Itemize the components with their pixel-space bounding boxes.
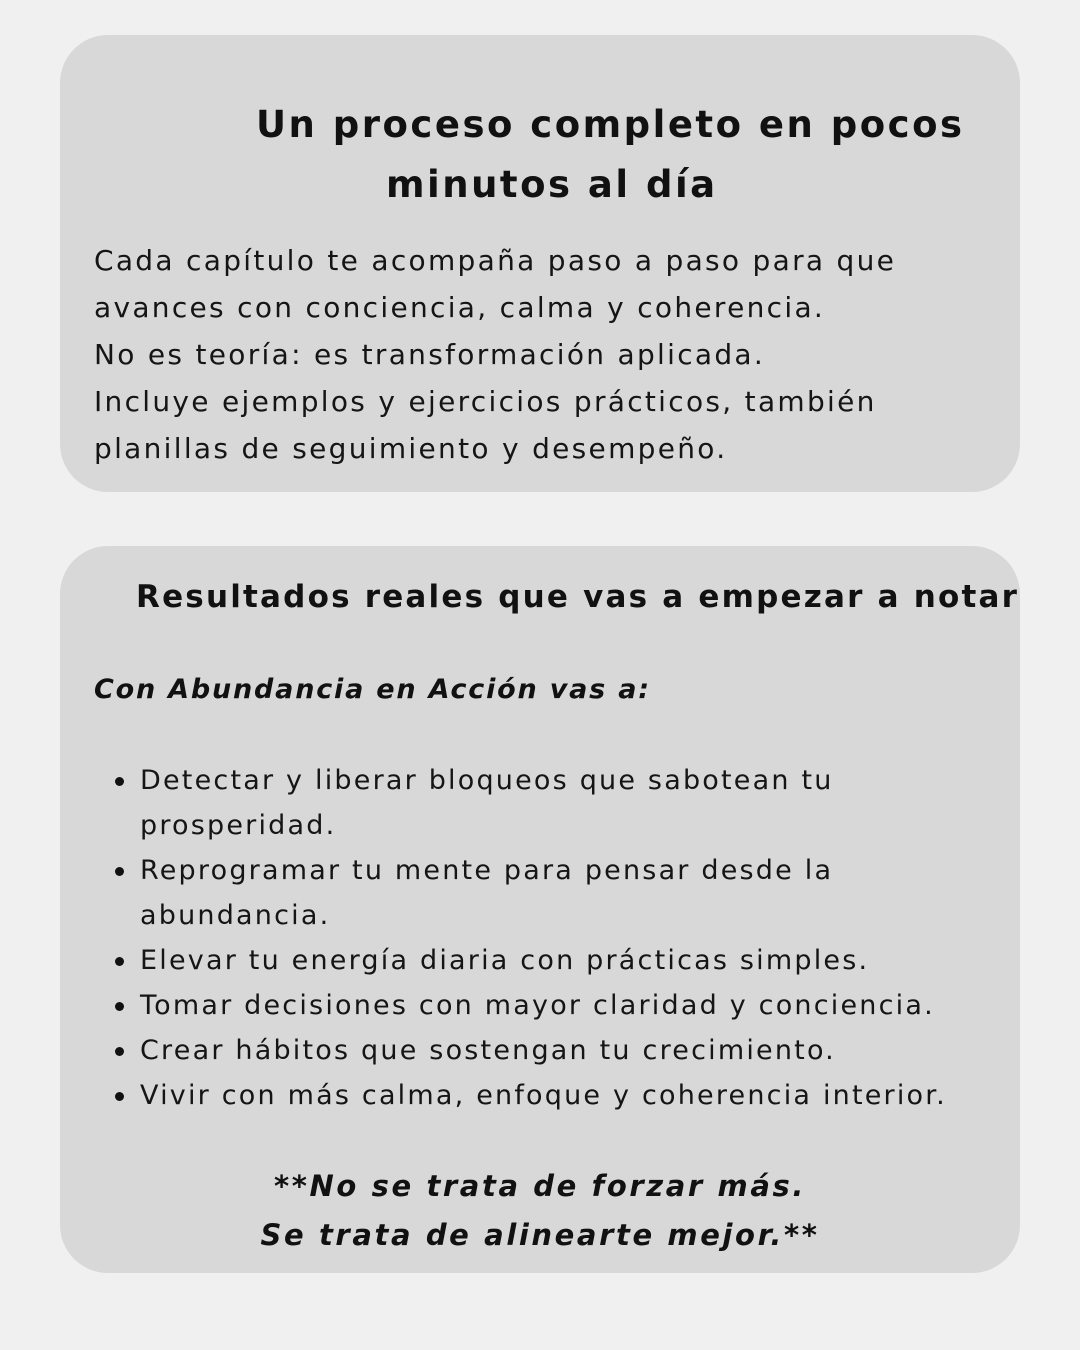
list-item: [140, 1028, 1000, 1073]
process-card: [60, 35, 1020, 492]
process-description-line: planillas de seguimiento y desempeño.: [94, 432, 728, 465]
process-description-line: Incluye ejemplos y ejercicios prácticos, también: [94, 385, 877, 418]
list-item-text: Detectar y liberar bloqueos que sabotean tu: [140, 765, 834, 796]
closing-line: Se trata de alinearte mejor.**: [260, 1218, 820, 1252]
list-item: [140, 1073, 1000, 1118]
list-item-text: Vivir con más calma, enfoque y coherencia interior.: [140, 1080, 947, 1111]
bullet-dot-icon: [115, 777, 124, 786]
process-title: [60, 95, 1020, 215]
process-description: [94, 237, 1004, 472]
bullet-dot-icon: [115, 1092, 124, 1101]
bullet-dot-icon: [115, 867, 124, 876]
closing-line: **No se trata de forzar más.: [274, 1169, 806, 1203]
process-title-line: Un proceso completo en pocos: [256, 103, 965, 146]
list-item-text: Crear hábitos que sostengan tu crecimiento.: [140, 1035, 836, 1066]
process-description-line: Cada capítulo te acompaña paso a paso para que: [94, 244, 897, 277]
process-description-line: avances con conciencia, calma y coherencia.: [94, 291, 826, 324]
list-item-text: Reprogramar tu mente para pensar desde la: [140, 855, 834, 886]
results-intro: Con Abundancia en Acción vas a:: [94, 674, 651, 705]
results-list: [140, 758, 1000, 1118]
list-item: [140, 848, 1000, 938]
bullet-dot-icon: [115, 957, 124, 966]
results-title: Resultados reales que vas a empezar a notar: [136, 579, 1020, 615]
process-title-line: minutos al día: [386, 163, 718, 206]
list-item-text: abundancia.: [140, 900, 331, 931]
results-card: [60, 546, 1020, 1273]
list-item: [140, 938, 1000, 983]
list-item: [140, 758, 1000, 848]
list-item-text: Tomar decisiones con mayor claridad y conciencia.: [140, 990, 935, 1021]
list-item-text: Elevar tu energía diaria con prácticas simples.: [140, 945, 870, 976]
process-description-line: No es teoría: es transformación aplicada.: [94, 338, 766, 371]
bullet-dot-icon: [115, 1047, 124, 1056]
list-item-text: prosperidad.: [140, 810, 337, 841]
closing-statement: [60, 1162, 1020, 1260]
list-item: [140, 983, 1000, 1028]
bullet-dot-icon: [115, 1002, 124, 1011]
